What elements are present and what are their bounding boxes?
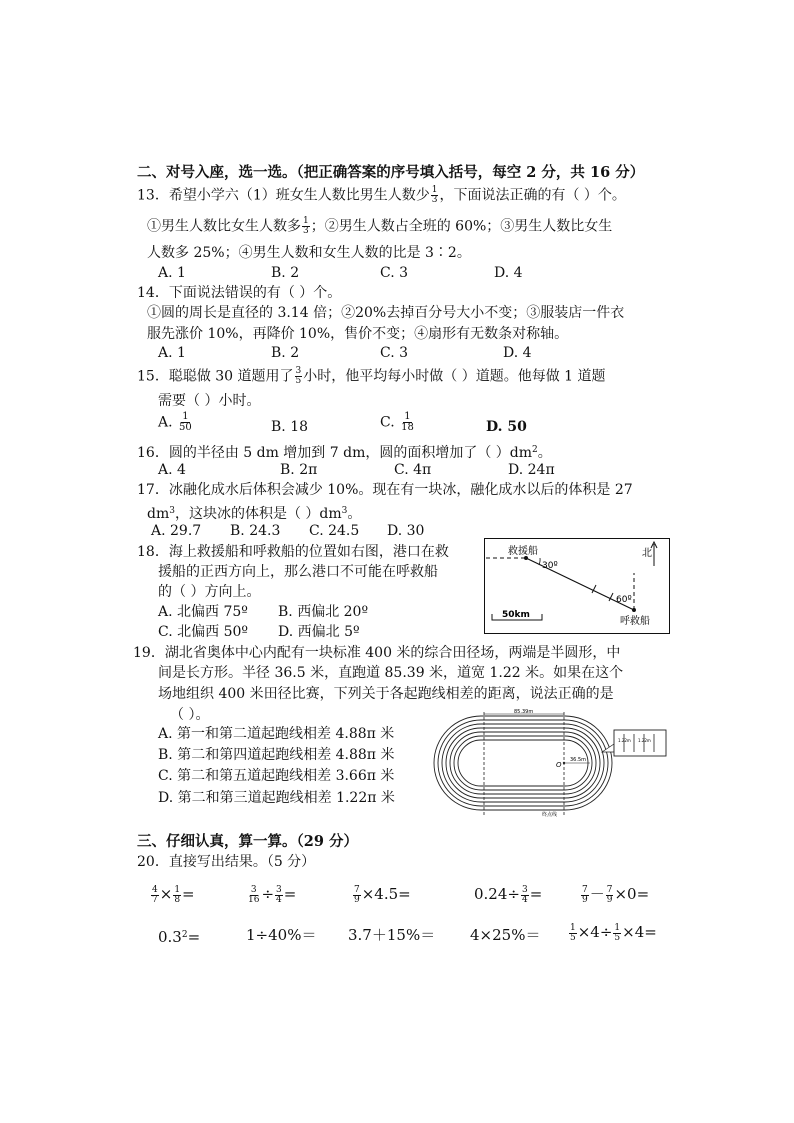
q13-text: 13．希望小学六（1）班女生人数比男生人数少 [137,187,430,204]
north-label: 北 [642,548,652,559]
equals: = [182,885,195,903]
option-label: C. [380,414,395,431]
calc-item [568,922,657,943]
calc-item: 4×25%＝ [470,926,541,944]
option-a[interactable]: A. 1 [158,265,186,281]
superscript: 3 [341,506,348,516]
option-a[interactable]: A. 1 [158,345,186,361]
question-19-line1: 19．湖北省奥体中心内配有一块标准 400 米的综合田径场，两端是半圆形，中 [133,645,621,661]
q17-unit: dm [147,506,170,522]
option-a[interactable]: A. 4 [158,462,186,478]
option-c[interactable]: C. 4π [394,462,432,478]
option-c[interactable]: C. 北偏西 50º [158,624,248,640]
option-d[interactable]: D. 50 [486,419,527,435]
finish-line-label: 终点线 [542,812,558,818]
fraction [173,886,181,905]
option-b[interactable]: B. 2π [280,462,318,478]
fraction-denominator: 8 [174,894,181,905]
option-c[interactable] [380,412,416,433]
fraction [302,217,310,236]
option-b[interactable]: B. 西偏北 20º [278,604,369,620]
calc-rest: ×4.5= [361,885,411,903]
option-label: A. [158,414,173,431]
calling-ship-label: 呼救船 [620,616,650,627]
calc-item: 3.7＋15%＝ [348,926,436,944]
q17-text-end: 。 [347,506,362,522]
calc-item [474,884,542,905]
option-d[interactable]: D. 24π [508,462,555,478]
question-18-line1: 18．海上救援船和呼救船的位置如右图，港口在救 [137,544,449,560]
fraction-denominator: 4 [521,894,528,905]
fraction-denominator: 7 [152,894,158,905]
fraction [353,886,361,905]
equals: = [283,885,297,903]
fraction-numerator: 4 [152,884,158,895]
fraction-denominator: 9 [354,894,360,905]
fraction-numerator: 3 [295,366,302,376]
question-15-line1 [137,367,606,386]
fraction-numerator: 3 [250,884,257,895]
question-19-line2: 间是长方形。半径 36.5 米，直跑道 85.39 米，道宽 1.22 米。如果在这个 [158,665,624,681]
fraction-numerator: 1 [570,922,576,933]
fraction-numerator: 7 [582,884,588,895]
question-20-heading: 20．直接写出结果。（5 分） [137,854,316,870]
fraction-denominator: 18 [401,422,414,433]
question-14-line2: ①圆的周长是直径的 3.14 倍；②20%去掉百分号大小不变；③服装店一件衣 [147,305,625,321]
fraction-denominator: 5 [614,932,621,943]
calc-rest: ×0= [614,885,650,903]
fraction [400,412,415,433]
option-d[interactable]: D. 4 [494,265,523,281]
calc-item [246,884,296,905]
calc-rest: ×4= [622,923,657,941]
calc-base: 0.3 [158,928,182,946]
fraction [569,924,577,943]
operator: × [159,885,173,903]
question-14-line3: 服先涨价 10%，再降价 10%，售价不变；④扇形有无数条对称轴。 [147,326,569,342]
option-d[interactable]: D. 西偏北 5º [278,624,360,640]
fraction-numerator: 1 [303,216,309,226]
lane-width-callout [614,730,666,756]
fraction-denominator: 5 [570,932,576,943]
fraction [613,924,621,943]
option-c[interactable]: C. 第二和第五道起跑线相差 3.66π 米 [158,768,395,784]
section-heading: 二、对号入座，选一选。（把正确答案的序号填入括号，每空 2 分，共 16 分） [137,164,645,181]
rescue-map-figure [484,538,670,634]
fraction-denominator: 5 [295,376,302,386]
q17-text: ，这块冰的体积是（ ）dm [174,506,342,522]
option-c[interactable]: C. 3 [380,345,409,361]
lane-width-label: 1.22m [638,738,651,743]
option-b[interactable]: B. 第二和第四道起跑线相差 4.88π 米 [158,747,395,763]
fraction [178,412,193,433]
fraction-numerator: 1 [614,922,621,933]
straight-length-label: 85.39m [514,709,534,715]
fraction-numerator: 1 [431,185,438,195]
option-a[interactable]: A. 北偏西 75º [158,604,248,620]
calling-ship-dot [632,608,636,612]
equals: = [529,885,543,903]
fraction-denominator: 16 [248,894,260,905]
question-19-line4: （ ）。 [170,707,210,723]
question-19-line3: 场地组织 400 米田径比赛，下列关于各起跑线相差的距离，说法正确的是 [158,686,614,702]
center-dot [563,762,565,764]
q15-text-end: 小时，他平均每小时做（ ）道题。他每做 1 道题 [303,368,606,385]
question-15-line2: 需要（ ）小时。 [158,393,261,409]
center-label: O [556,761,562,769]
fraction-denominator: 3 [303,226,309,236]
option-b[interactable]: B. 24.3 [230,523,281,539]
question-13-line2 [147,217,612,236]
option-d[interactable]: D. 30 [387,523,425,539]
option-c[interactable]: C. 3 [380,265,409,281]
question-18-line3: 的（ ）方向上。 [158,584,261,600]
option-d[interactable]: D. 4 [503,345,532,361]
question-14-line1: 14．下面说法错误的有（ ）个。 [137,285,342,301]
option-a[interactable]: A. 29.7 [151,523,202,539]
fraction [247,886,260,905]
fraction-denominator: 9 [582,894,588,905]
fraction [151,886,159,905]
fraction [606,886,614,905]
superscript: 2 [181,930,188,940]
fraction [521,886,529,905]
question-17-line2 [147,502,361,523]
fraction-numerator: 1 [404,411,411,422]
option-d[interactable]: D. 第二和第三道起跑线相差 1.22π 米 [158,790,395,806]
option-b[interactable]: B. 2 [271,345,300,361]
fraction-numerator: 7 [606,884,613,895]
q13-text-end: ，下面说法正确的有（ ）个。 [439,187,626,204]
angle-30-label: 30º [542,561,558,571]
track-figure [432,708,670,820]
angle-60-label: 60º [616,595,632,605]
operator: － [589,885,605,903]
fraction-numerator: 3 [276,884,282,895]
q13-statement-rest: ；②男生人数占全班的 60%；③男生人数比女生 [310,218,613,235]
calc-item [352,884,411,905]
fraction [431,186,439,205]
fraction [295,367,303,386]
rescue-ship-label: 救援船 [508,546,538,557]
fraction-denominator: 50 [179,422,192,433]
question-16-line1 [137,441,552,462]
calc-item [158,925,200,947]
fraction-numerator: 1 [182,411,189,422]
calc-item: 1÷40%＝ [246,926,317,944]
option-b[interactable]: B. 18 [271,419,309,435]
scale-label: 50km [502,610,530,620]
fraction [581,886,589,905]
radius-label: 36.5m [570,757,587,763]
calc-prefix: 0.24÷ [474,885,520,903]
section-heading: 三、仔细认真，算一算。（29 分） [137,833,358,850]
fraction-denominator: 3 [431,195,438,205]
question-13-line3: 人数多 25%；④男生人数和女生人数的比是 3∶2。 [147,245,471,261]
fraction-numerator: 7 [354,884,360,895]
calc-item [580,884,649,905]
fraction-denominator: 9 [606,894,613,905]
equals: = [187,928,201,946]
q15-text: 15．聪聪做 30 道题用了 [137,368,294,385]
option-a[interactable]: A. 第一和第二道起跑线相差 4.88π 米 [158,726,395,742]
fraction-numerator: 3 [521,884,528,895]
calc-mid: ×4÷ [577,923,613,941]
q13-statement: ①男生人数比女生人数多 [147,218,301,235]
question-18-line2: 援船的正西方向上，那么港口不可能在呼救船 [158,564,438,580]
q16-text: 16．圆的半径由 5 dm 增加到 7 dm，圆的面积增加了（ ）dm [137,445,533,461]
fraction-numerator: 1 [174,884,181,895]
option-c[interactable]: C. 24.5 [309,523,360,539]
question-17-line1: 17．冰融化成水后体积会减少 10%。现在有一块冰，融化成水以后的体积是 27 [137,482,633,498]
option-a[interactable] [158,412,194,433]
calc-item [150,884,195,905]
lane-width-label: 1.22m [618,738,631,743]
q16-text-end: 。 [537,445,552,461]
fraction [275,886,283,905]
superscript: 3 [169,506,175,516]
fraction-denominator: 4 [276,894,282,905]
superscript: 2 [532,445,538,455]
operator: ÷ [261,885,275,903]
question-13-line1 [137,186,626,205]
option-b[interactable]: B. 2 [271,265,300,281]
